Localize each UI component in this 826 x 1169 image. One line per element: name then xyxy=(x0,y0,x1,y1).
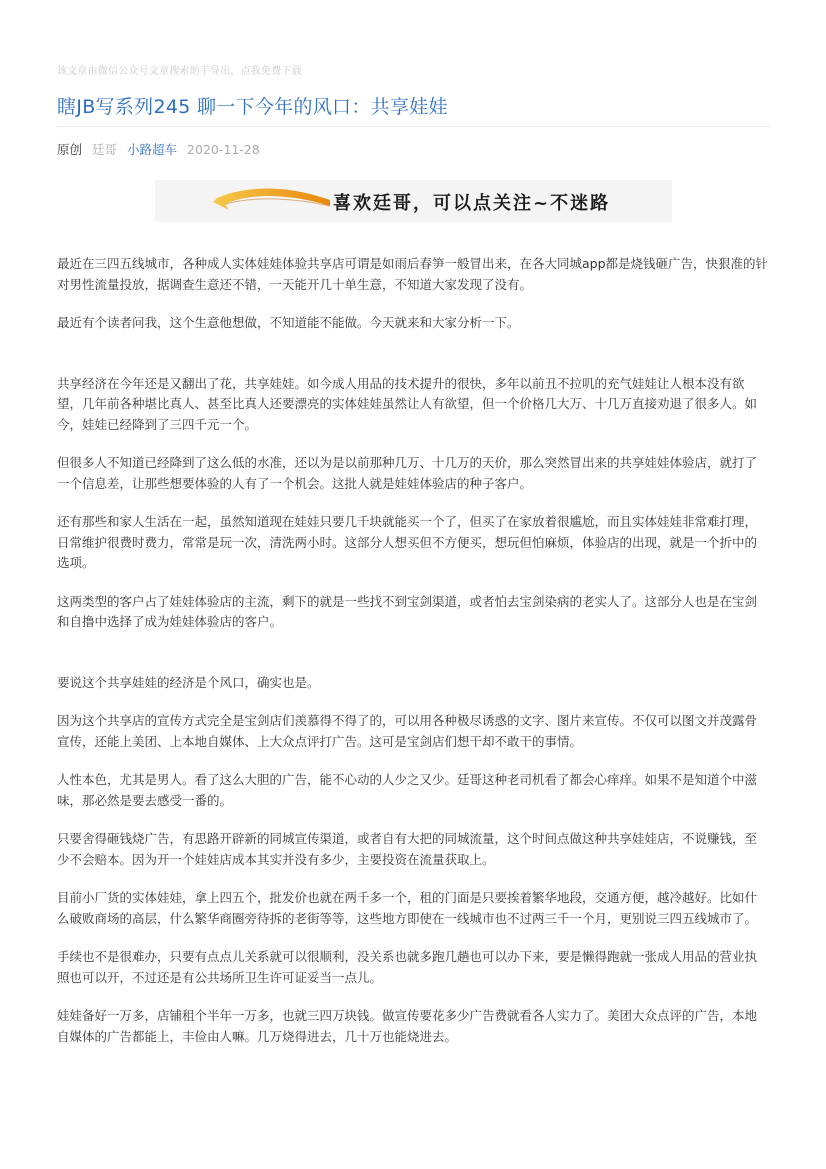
paragraph: 但很多人不知道已经降到了这么低的水准，还以为是以前那种几万、十几万的天价，那么突然冒出来的共享娃娃体验店，就打了一个信息差，让那些想要体验的人有了一个机会。这批人就是娃娃体验店的种子客户。 xyxy=(57,455,758,491)
publish-date: 2020-11-28 xyxy=(187,142,260,157)
paragraph: 最近有个读者问我，这个生意他想做，不知道能不能做。今天就来和大家分析一下。 xyxy=(57,315,520,330)
author-name: 廷哥 xyxy=(92,142,118,157)
paragraph: 还有那些和家人生活在一起，虽然知道现在娃娃只要几千块就能买一个了，但买了在家放着很尴尬，而且实体娃娃非常难打理，日常维护很费时费力，常常是玩一次，清洗两小时。这部分人想买但不方便买，想玩但怕麻烦，体验店的出现，就是一个折中的选项。 xyxy=(57,514,758,570)
paragraph: 只要舍得砸钱烧广告，有思路开辟新的同城宣传渠道，或者自有大把的同城流量，这个时间点做这种共享娃娃店，不说赚钱，至少不会赔本。因为开一个娃娃店成本其实并没有多少，主要投资在流量获取上。 xyxy=(57,831,758,867)
paragraph: 人性本色，尤其是男人。看了这么大胆的广告，能不心动的人少之又少。廷哥这种老司机看了都会心痒痒。如果不是知道个中滋味，那必然是要去感受一番的。 xyxy=(57,772,758,808)
article-meta xyxy=(57,140,260,158)
paragraph: 娃娃备好一万多，店铺租个半年一万多，也就三四万块钱。做宣传要花多少广告费就看各人实力了。美团大众点评的广告，本地自媒体的广告都能上，丰俭由人嘛。几万烧得进去，几十万也能烧进去。 xyxy=(57,1008,758,1044)
banner-text: 喜欢廷哥，可以点关注~不迷路 xyxy=(333,193,611,214)
paragraph: 因为这个共享店的宣传方式完全是宝剑店们羡慕得不得了的，可以用各种极尽诱惑的文字、图片来宣传。不仅可以图文并茂露骨宣传，还能上美团、上本地自媒体、上大众点评打广告。这可是宝剑店们想干却不敢干的事情。 xyxy=(57,713,758,749)
paragraph: 目前小厂货的实体娃娃，拿上四五个，批发价也就在两千多一个，租的门面是只要挨着繁华地段，交通方便，越冷越好。比如什么破败商场的高层，什么繁华商圈旁待拆的老街等等，这些地方即使在一线城市也不过两三千一个月，更别说三四五线城市了。 xyxy=(57,890,758,926)
original-label: 原创 xyxy=(57,142,83,157)
account-link[interactable]: 小路超车 xyxy=(127,142,178,157)
article-title: 瞎JB写系列245 聊一下今年的风口：共享娃娃 xyxy=(57,96,448,118)
export-notice-link[interactable]: 该文章由微信公众号文章搜索助手导出，点我免费下载 xyxy=(57,66,302,77)
paragraph: 共享经济在今年还是又翻出了花，共享娃娃。如今成人用品的技术提升的很快，多年以前丑不拉叽的充气娃娃让人根本没有欲望，几年前各种堪比真人、甚至比真人还要漂亮的实体娃娃虽然让人有欲望，但一个价格几大万、十几万直接劝退了很多人。如今，娃娃已经降到了三四千元一个。 xyxy=(57,375,758,432)
spacer xyxy=(57,352,769,374)
paragraph: 手续也不是很难办，只要有点点儿关系就可以很顺利，没关系也就多跑几趟也可以办下来，要是懒得跑就一张成人用品的营业执照也可以开，不过还是有公共场所卫生许可证妥当一点儿。 xyxy=(57,949,758,985)
paragraph: 最近在三四五线城市，各种成人实体娃娃体验共享店可谓是如雨后春笋一般冒出来，在各大同城app都是烧钱砸广告，快狠准的针对男性流量投放，据调查生意还不错，一天能开几十单生意，不知道大家发现了没有。 xyxy=(57,256,769,292)
article-body xyxy=(57,254,769,1065)
follow-banner xyxy=(155,180,672,222)
title-divider xyxy=(57,126,770,127)
paragraph: 要说这个共享娃娃的经济是个风口，确实也是。 xyxy=(57,674,320,690)
paragraph: 这两类型的客户占了娃娃体验店的主流，剩下的就是一些找不到宝剑渠道，或者怕去宝剑染病的老实人了。这部分人也是在宝剑和自撸中选择了成为娃娃体验店的客户。 xyxy=(57,593,758,629)
spacer xyxy=(57,651,769,673)
